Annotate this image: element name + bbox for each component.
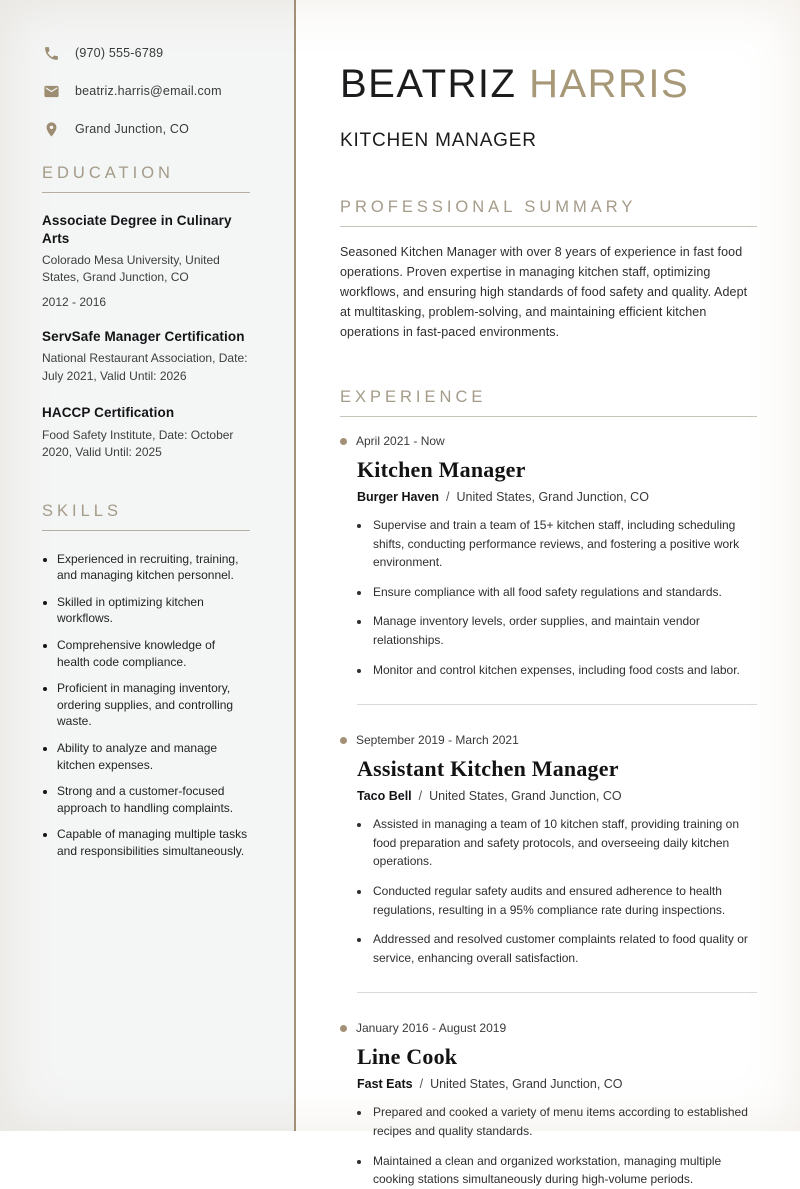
job-dates: [340, 733, 757, 747]
job-bullets: [357, 1103, 757, 1188]
skills-section-title: SKILLS: [42, 501, 122, 520]
job-bullets: [357, 815, 757, 967]
section-divider: [42, 530, 250, 531]
skills-section: [42, 502, 250, 860]
section-divider: [340, 416, 757, 417]
job-bullet: • Monitor and control kitchen expenses, including food costs and labor.: [371, 661, 757, 680]
skill-item: • Skilled in optimizing kitchen workflows.: [57, 594, 250, 628]
job-bullet: • Ensure compliance with all food safety regulations and standards.: [371, 583, 757, 602]
job-bullet: • Supervise and train a team of 15+ kitchen staff, including scheduling shifts, conducting performance reviews, and fostering a positive work environment.: [371, 516, 757, 572]
job-bullet: • Manage inventory levels, order supplies, and maintain vendor relationships.: [371, 612, 757, 649]
company-location: United States, Grand Junction, CO: [429, 789, 622, 804]
email-address: beatriz.harris@email.com: [75, 84, 222, 98]
main-content: [296, 0, 800, 1187]
candidate-role: KITCHEN MANAGER: [340, 130, 537, 151]
education-item: [42, 404, 250, 461]
section-divider: [340, 226, 757, 227]
degree-institution: Colorado Mesa University, United States, Grand Junction, CO: [42, 253, 220, 285]
contact-phone: [42, 44, 250, 62]
job-divider: [357, 992, 757, 993]
job-title: Line Cook: [357, 1044, 458, 1070]
degree-dates: 2012 - 2016: [42, 294, 107, 309]
location-text: Grand Junction, CO: [75, 122, 190, 136]
company-separator: /: [419, 1077, 424, 1092]
company-location: United States, Grand Junction, CO: [430, 1077, 623, 1092]
job-company-line: [357, 1077, 757, 1091]
candidate-name: [340, 62, 757, 106]
job-bullet: • Maintained a clean and organized workstation, managing multiple cooking stations simultaneously during high-volume periods.: [371, 1152, 757, 1189]
job-dates: [340, 434, 757, 448]
contact-email: [42, 82, 250, 100]
experience-job: [340, 434, 757, 705]
job-bullet: • Prepared and cooked a variety of menu items according to established recipes and quality standards.: [371, 1103, 757, 1140]
summary-section-title: PROFESSIONAL SUMMARY: [340, 198, 637, 216]
experience-section: [340, 388, 757, 1189]
job-details: [357, 457, 757, 679]
company-name: Burger Haven: [357, 490, 439, 504]
company-separator: /: [445, 490, 450, 504]
skill-item: • Capable of managing multiple tasks and responsibilities simultaneously.: [57, 826, 250, 860]
job-bullets: [357, 516, 757, 679]
job-bullet: • Assisted in managing a team of 10 kitchen staff, providing training on food preparation and safety protocols, and overseeing daily kitchen operations.: [371, 815, 757, 871]
experience-job: [340, 733, 757, 993]
job-dates: [340, 1021, 757, 1035]
degree-institution: Food Safety Institute, Date: October 2020, Valid Until: 2025: [42, 427, 234, 460]
skill-item: • Strong and a customer-focused approach to handling complaints.: [57, 783, 250, 817]
education-section: [42, 164, 250, 462]
education-item: [42, 328, 250, 385]
date-bullet-dot: [340, 737, 347, 744]
contact-location: [42, 120, 250, 138]
degree-institution: National Restaurant Association, Date: July 2021, Valid Until: 2026: [42, 351, 248, 383]
skill-item: • Proficient in managing inventory, ordering supplies, and controlling waste.: [57, 680, 250, 730]
phone-icon: [42, 44, 60, 62]
job-bullet: • Addressed and resolved customer complaints related to food quality or service, enhancing overall satisfaction.: [371, 930, 757, 967]
section-divider: [42, 192, 250, 193]
skill-item: • Ability to analyze and manage kitchen expenses.: [57, 740, 250, 774]
skill-item: • Experienced in recruiting, training, and managing kitchen personnel.: [57, 551, 250, 585]
experience-section-title: EXPERIENCE: [340, 388, 487, 406]
education-section-title: EDUCATION: [42, 164, 174, 182]
job-divider: [357, 704, 757, 705]
job-details: [357, 756, 757, 967]
company-location: United States, Grand Junction, CO: [456, 490, 649, 504]
company-name: Fast Eats: [357, 1077, 413, 1092]
location-pin-icon: [42, 120, 60, 138]
last-name: HARRIS: [529, 62, 690, 106]
job-dates-text: April 2021 - Now: [356, 434, 445, 448]
summary-section: [340, 198, 757, 342]
job-company-line: [357, 490, 757, 504]
summary-text: Seasoned Kitchen Manager with over 8 years of experience in fast food operations. Proven expertise in managing kitchen staff, optimizing workflows, and ensuring high standards of food safety and quality. Adept at multitasking, problem-solving, and maintaining efficient kitchen operations in fast-paced environments.: [340, 245, 748, 339]
experience-job: [340, 1021, 757, 1188]
skill-item: • Comprehensive knowledge of health code compliance.: [57, 637, 250, 671]
sidebar: [0, 0, 296, 1131]
job-company-line: [357, 789, 757, 803]
degree-title: Associate Degree in Culinary Arts: [42, 213, 232, 246]
phone-number: (970) 555-6789: [75, 46, 164, 60]
skills-list: [42, 551, 250, 860]
degree-title: HACCP Certification: [42, 405, 175, 421]
education-item: [42, 212, 250, 309]
date-bullet-dot: [340, 438, 347, 445]
job-dates-text: January 2016 - August 2019: [356, 1021, 507, 1036]
first-name: BEATRIZ: [340, 62, 517, 106]
company-name: Taco Bell: [357, 789, 412, 804]
job-title: Kitchen Manager: [357, 457, 526, 482]
job-title: Assistant Kitchen Manager: [357, 756, 619, 782]
date-bullet-dot: [340, 1025, 347, 1032]
job-dates-text: September 2019 - March 2021: [356, 733, 519, 748]
job-bullet: • Conducted regular safety audits and ensured adherence to health regulations, resulting in a 95% compliance rate during inspections.: [371, 882, 757, 919]
company-separator: /: [418, 789, 423, 804]
job-details: [357, 1044, 757, 1188]
degree-title: ServSafe Manager Certification: [42, 328, 245, 344]
email-icon: [42, 82, 60, 100]
